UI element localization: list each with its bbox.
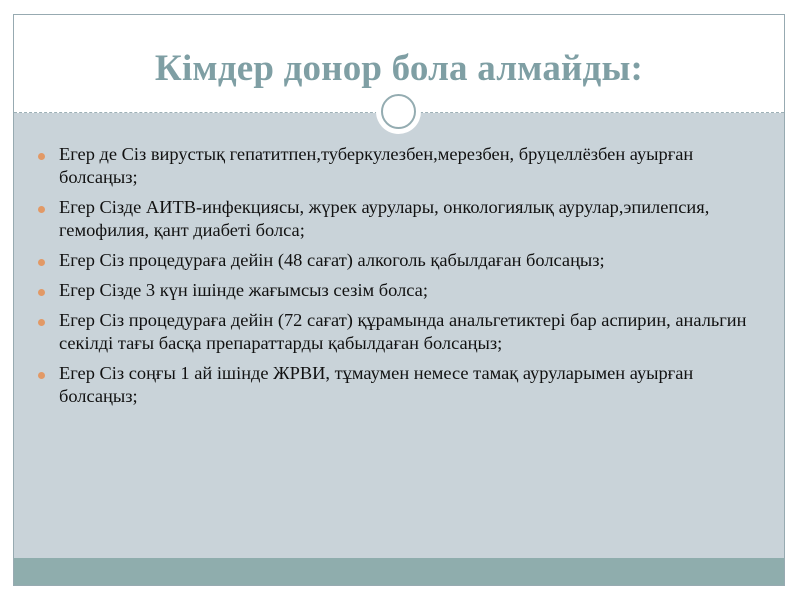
bullet-text: Егер Сізде 3 күн ішінде жағымсыз сезім болса; bbox=[59, 280, 428, 300]
bullet-dot-icon bbox=[38, 206, 45, 213]
bullet-dot-icon bbox=[38, 259, 45, 266]
bullet-item bbox=[38, 362, 768, 408]
circle-ring-icon bbox=[376, 89, 421, 134]
bullet-text: Егер Сізде АИТВ-инфекциясы, жүрек аурулары, онкологиялық аурулар,эпилепсия, гемофилия, қант диабеті болса; bbox=[59, 197, 710, 240]
bullet-dot-icon bbox=[38, 153, 45, 160]
slide-title: Кімдер донор бола алмайды: bbox=[154, 48, 644, 89]
bullet-item bbox=[38, 196, 768, 242]
bullet-dot-icon bbox=[38, 319, 45, 326]
bullet-text: Егер Сіз процедураға дейін (48 сағат) алкоголь қабылдаған болсаңыз; bbox=[59, 250, 605, 270]
footer-bar bbox=[14, 558, 784, 585]
slide bbox=[13, 14, 785, 586]
bullet-list bbox=[38, 143, 768, 415]
bullet-item bbox=[38, 309, 768, 355]
bullet-dot-icon bbox=[38, 372, 45, 379]
bullet-text: Егер Сіз процедураға дейін (72 сағат) құрамында анальгетиктері бар аспирин, анальгин секілді тағы басқа препараттарды қабылдаған болсаңыз; bbox=[59, 310, 747, 353]
bullet-item bbox=[38, 249, 768, 272]
bullet-text: Егер де Сіз вирустық гепатитпен,туберкулезбен,мерезбен, бруцеллёзбен ауырған болсаңыз; bbox=[59, 144, 694, 187]
bullet-dot-icon bbox=[38, 289, 45, 296]
bullet-item bbox=[38, 143, 768, 189]
ornament-ring bbox=[381, 94, 416, 129]
bullet-text: Егер Сіз соңғы 1 ай ішінде ЖРВИ, тұмаумен немесе тамақ ауруларымен ауырған болсаңыз; bbox=[59, 363, 694, 406]
bullet-item bbox=[38, 279, 768, 302]
